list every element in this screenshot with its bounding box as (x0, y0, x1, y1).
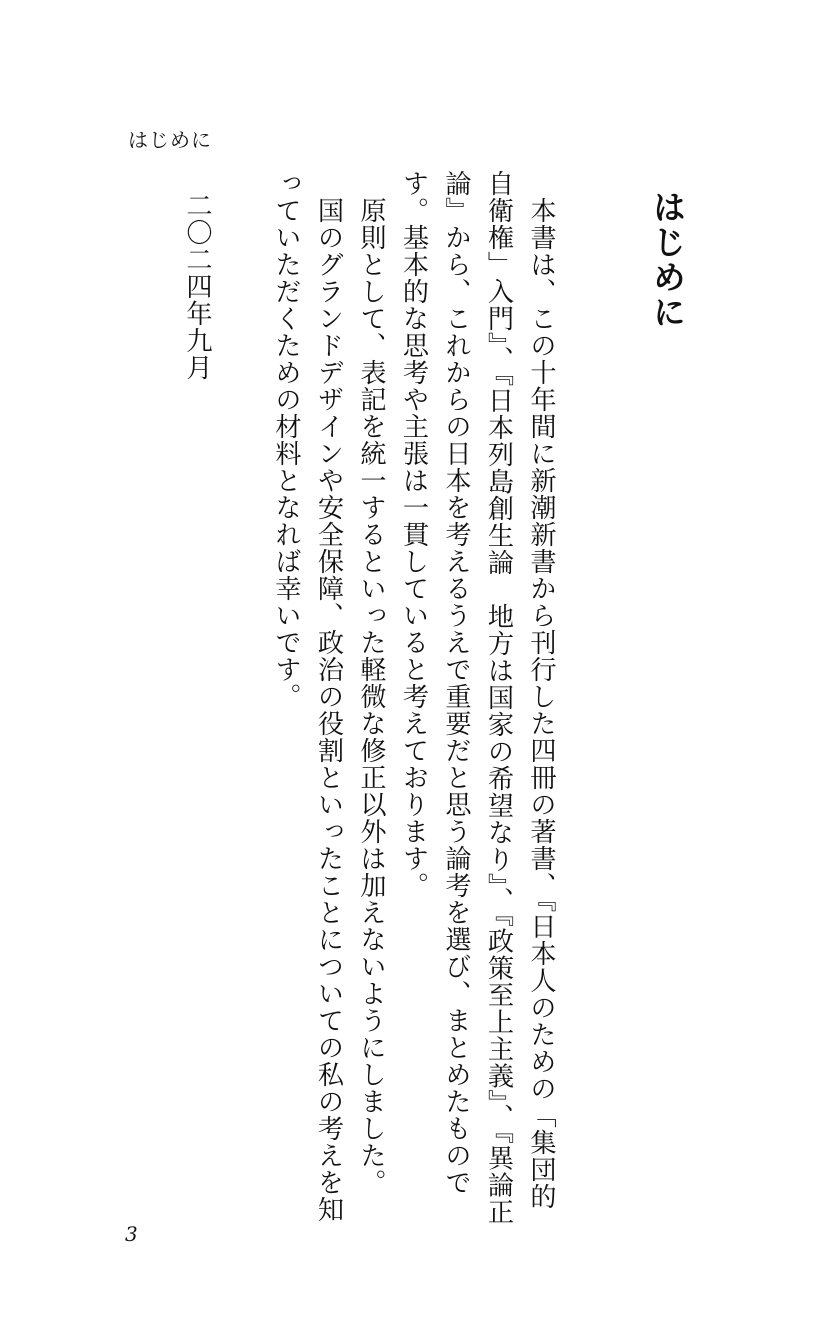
chapter-title: はじめに (648, 190, 687, 330)
paragraph (265, 170, 350, 1230)
page-number: 3 (125, 1222, 138, 1246)
paragraph (392, 170, 562, 1230)
running-head: はじめに (128, 128, 212, 152)
paragraph (350, 170, 393, 1230)
paragraph-text: 国のグランドデザインや安全保障、政治の役割といったことについての私の考えを知っていただくための材料となれば幸いです。 (271, 170, 344, 1223)
paragraph-text: 原則として、表記を統一するといった軽微な修正以外は加えないようにしました。 (356, 197, 386, 1196)
date-line: 二〇二四年九月 (182, 192, 212, 381)
body-text (262, 170, 562, 1230)
paragraph-text: 本書は、この十年間に新潮新書から刊行した四冊の著書、『日本人のための「集団的自衛権」入門』、『日本列島創生論 地方は国家の希望なり』、『政策至上主義』、『異論正論』から、これからの日本を考えるうえで重要だと思う論考を選び、まとめたものです。基本的な思考や主張は一貫していると考えております。 (398, 170, 556, 1226)
